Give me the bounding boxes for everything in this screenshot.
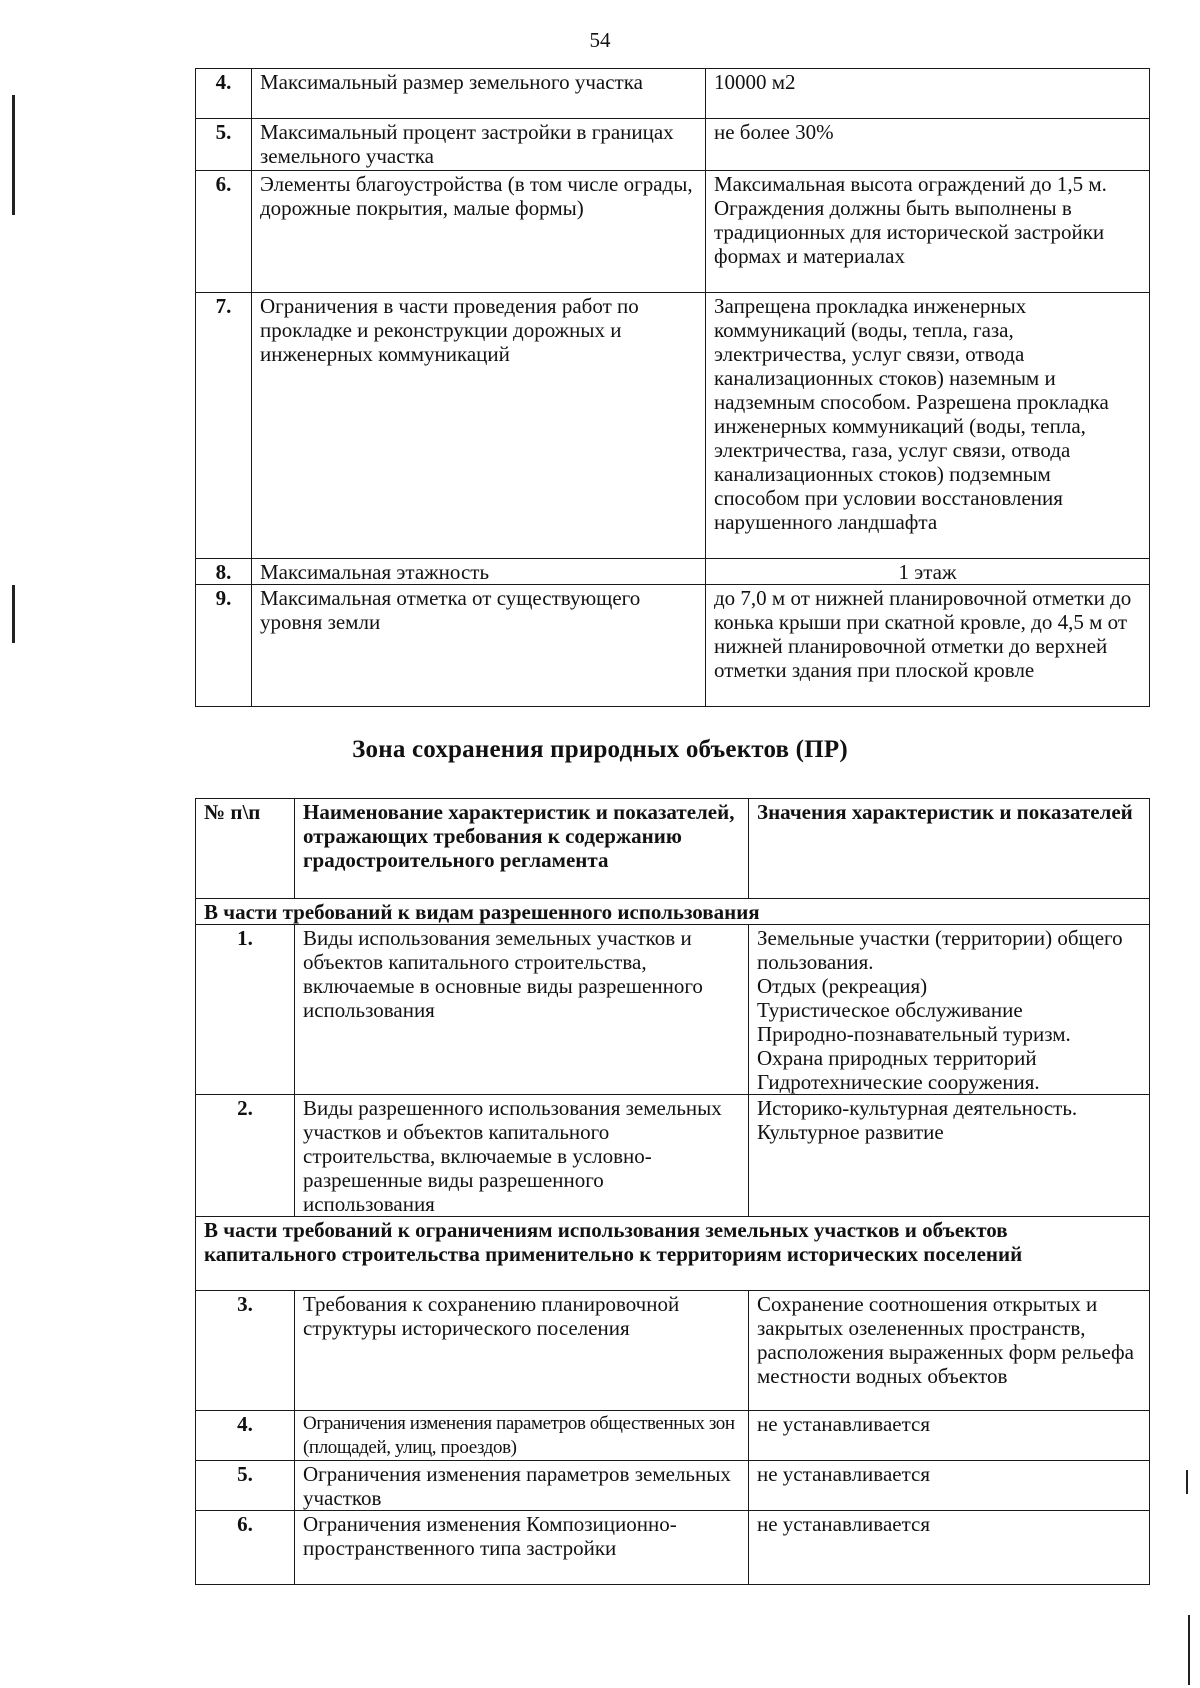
- row-value: не устанавливается: [749, 1511, 1150, 1585]
- row-name: Ограничения изменения Композиционно-пространственного типа застройки: [295, 1511, 749, 1585]
- section-title: В части требований к ограничениям использования земельных участков и объектов капитального строительства применительно к территориям исторических поселений: [196, 1217, 1150, 1291]
- scan-mark-right-bottom: [1188, 1615, 1190, 1685]
- row-value: Запрещена прокладка инженерных коммуникаций (воды, тепла, газа, электричества, услуг связи, отвода канализационных стоков) наземным и надземным способом. Разрешена прокладка инженерных коммуникаций (воды, тепла, электричества, газа, услуг связи, отвода канализационных стоков) подземным способом при условии восстановления нарушенного ландшафта: [706, 293, 1150, 559]
- header-value: Значения характеристик и показателей: [749, 799, 1150, 899]
- value-line: Культурное развитие: [757, 1120, 944, 1144]
- value-line: Туристическое обслуживание: [757, 998, 1023, 1022]
- value-line: Природно-познавательный туризм.: [757, 1022, 1071, 1046]
- section-row: [196, 1217, 1150, 1291]
- table-row: [196, 559, 1150, 585]
- row-value: 1 этаж: [706, 559, 1150, 585]
- table-row: [196, 585, 1150, 707]
- header-name: Наименование характеристик и показателей, отражающих требования к содержанию градостроительного регламента: [295, 799, 749, 899]
- row-value: 10000 м2: [706, 69, 1150, 119]
- regulations-table-continued: [195, 68, 1150, 707]
- row-name: Виды разрешенного использования земельных участков и объектов капитального строительства, включаемые в условно-разрешенные виды разрешенного использования: [295, 1095, 749, 1217]
- table-row: [196, 1461, 1150, 1511]
- row-name: Элементы благоустройства (в том числе ограды, дорожные покрытия, малые формы): [252, 171, 706, 293]
- row-name: Максимальная этажность: [252, 559, 706, 585]
- row-name: Требования к сохранению планировочной структуры исторического поселения: [295, 1291, 749, 1411]
- scan-mark-left-top: [12, 95, 15, 215]
- value-line: Охрана природных территорий: [757, 1046, 1037, 1070]
- page-number: 54: [589, 28, 611, 52]
- table-row: [196, 69, 1150, 119]
- table-row: [196, 1411, 1150, 1461]
- row-number: 2.: [196, 1095, 295, 1217]
- row-name: Ограничения изменения параметров общественных зон (площадей, улиц, проездов): [295, 1411, 749, 1461]
- row-number: 8.: [196, 559, 252, 585]
- row-name: Ограничения изменения параметров земельных участков: [295, 1461, 749, 1511]
- row-value: не устанавливается: [749, 1411, 1150, 1461]
- row-value: Сохранение соотношения открытых и закрытых озелененных пространств, расположения выраженных форм рельефа местности водных объектов: [749, 1291, 1150, 1411]
- row-name: Ограничения в части проведения работ по прокладке и реконструкции дорожных и инженерных коммуникаций: [252, 293, 706, 559]
- value-line: Историко-культурная деятельность.: [757, 1096, 1078, 1120]
- row-value: Максимальная высота ограждений до 1,5 м. Ограждения должны быть выполнены в традиционных для исторической застройки формах и материалах: [706, 171, 1150, 293]
- row-number: 6.: [196, 1511, 295, 1585]
- row-number: 9.: [196, 585, 252, 707]
- table-row: [196, 171, 1150, 293]
- row-name: Максимальный процент застройки в границах земельного участка: [252, 119, 706, 171]
- row-number: 5.: [196, 1461, 295, 1511]
- row-value: [749, 925, 1150, 1095]
- value-line: Отдых (рекреация): [757, 974, 928, 998]
- table-row: [196, 293, 1150, 559]
- row-name: Максимальная отметка от существующего уровня земли: [252, 585, 706, 707]
- table-row: [196, 925, 1150, 1095]
- row-number: 3.: [196, 1291, 295, 1411]
- row-number: 1.: [196, 925, 295, 1095]
- row-number: 6.: [196, 171, 252, 293]
- row-name: Виды использования земельных участков и объектов капитального строительства, включаемые в основные виды разрешенного использования: [295, 925, 749, 1095]
- table-row: [196, 119, 1150, 171]
- row-value: до 7,0 м от нижней планировочной отметки до конька крыши при скатной кровле, до 4,5 м от нижней планировочной отметки до верхней отметки здания при плоской кровле: [706, 585, 1150, 707]
- row-value: не устанавливается: [749, 1461, 1150, 1511]
- table-header-row: [196, 799, 1150, 899]
- scan-mark-right: [1186, 1470, 1188, 1494]
- row-number: 4.: [196, 1411, 295, 1461]
- row-number: 7.: [196, 293, 252, 559]
- table-row: [196, 1095, 1150, 1217]
- header-number: № п\п: [196, 799, 295, 899]
- row-number: 5.: [196, 119, 252, 171]
- section-row: [196, 899, 1150, 925]
- zone-regulations-table: [195, 798, 1150, 1585]
- row-value: [749, 1095, 1150, 1217]
- section-title: В части требований к видам разрешенного использования: [196, 899, 1150, 925]
- value-line: Земельные участки (территории) общего пользования.: [757, 926, 1123, 974]
- table-row: [196, 1511, 1150, 1585]
- value-line: Гидротехнические сооружения.: [757, 1070, 1040, 1094]
- scan-mark-left-bottom: [12, 585, 15, 643]
- row-number: 4.: [196, 69, 252, 119]
- zone-heading: Зона сохранения природных объектов (ПР): [352, 736, 848, 763]
- table-row: [196, 1291, 1150, 1411]
- row-name: Максимальный размер земельного участка: [252, 69, 706, 119]
- row-value: не более 30%: [706, 119, 1150, 171]
